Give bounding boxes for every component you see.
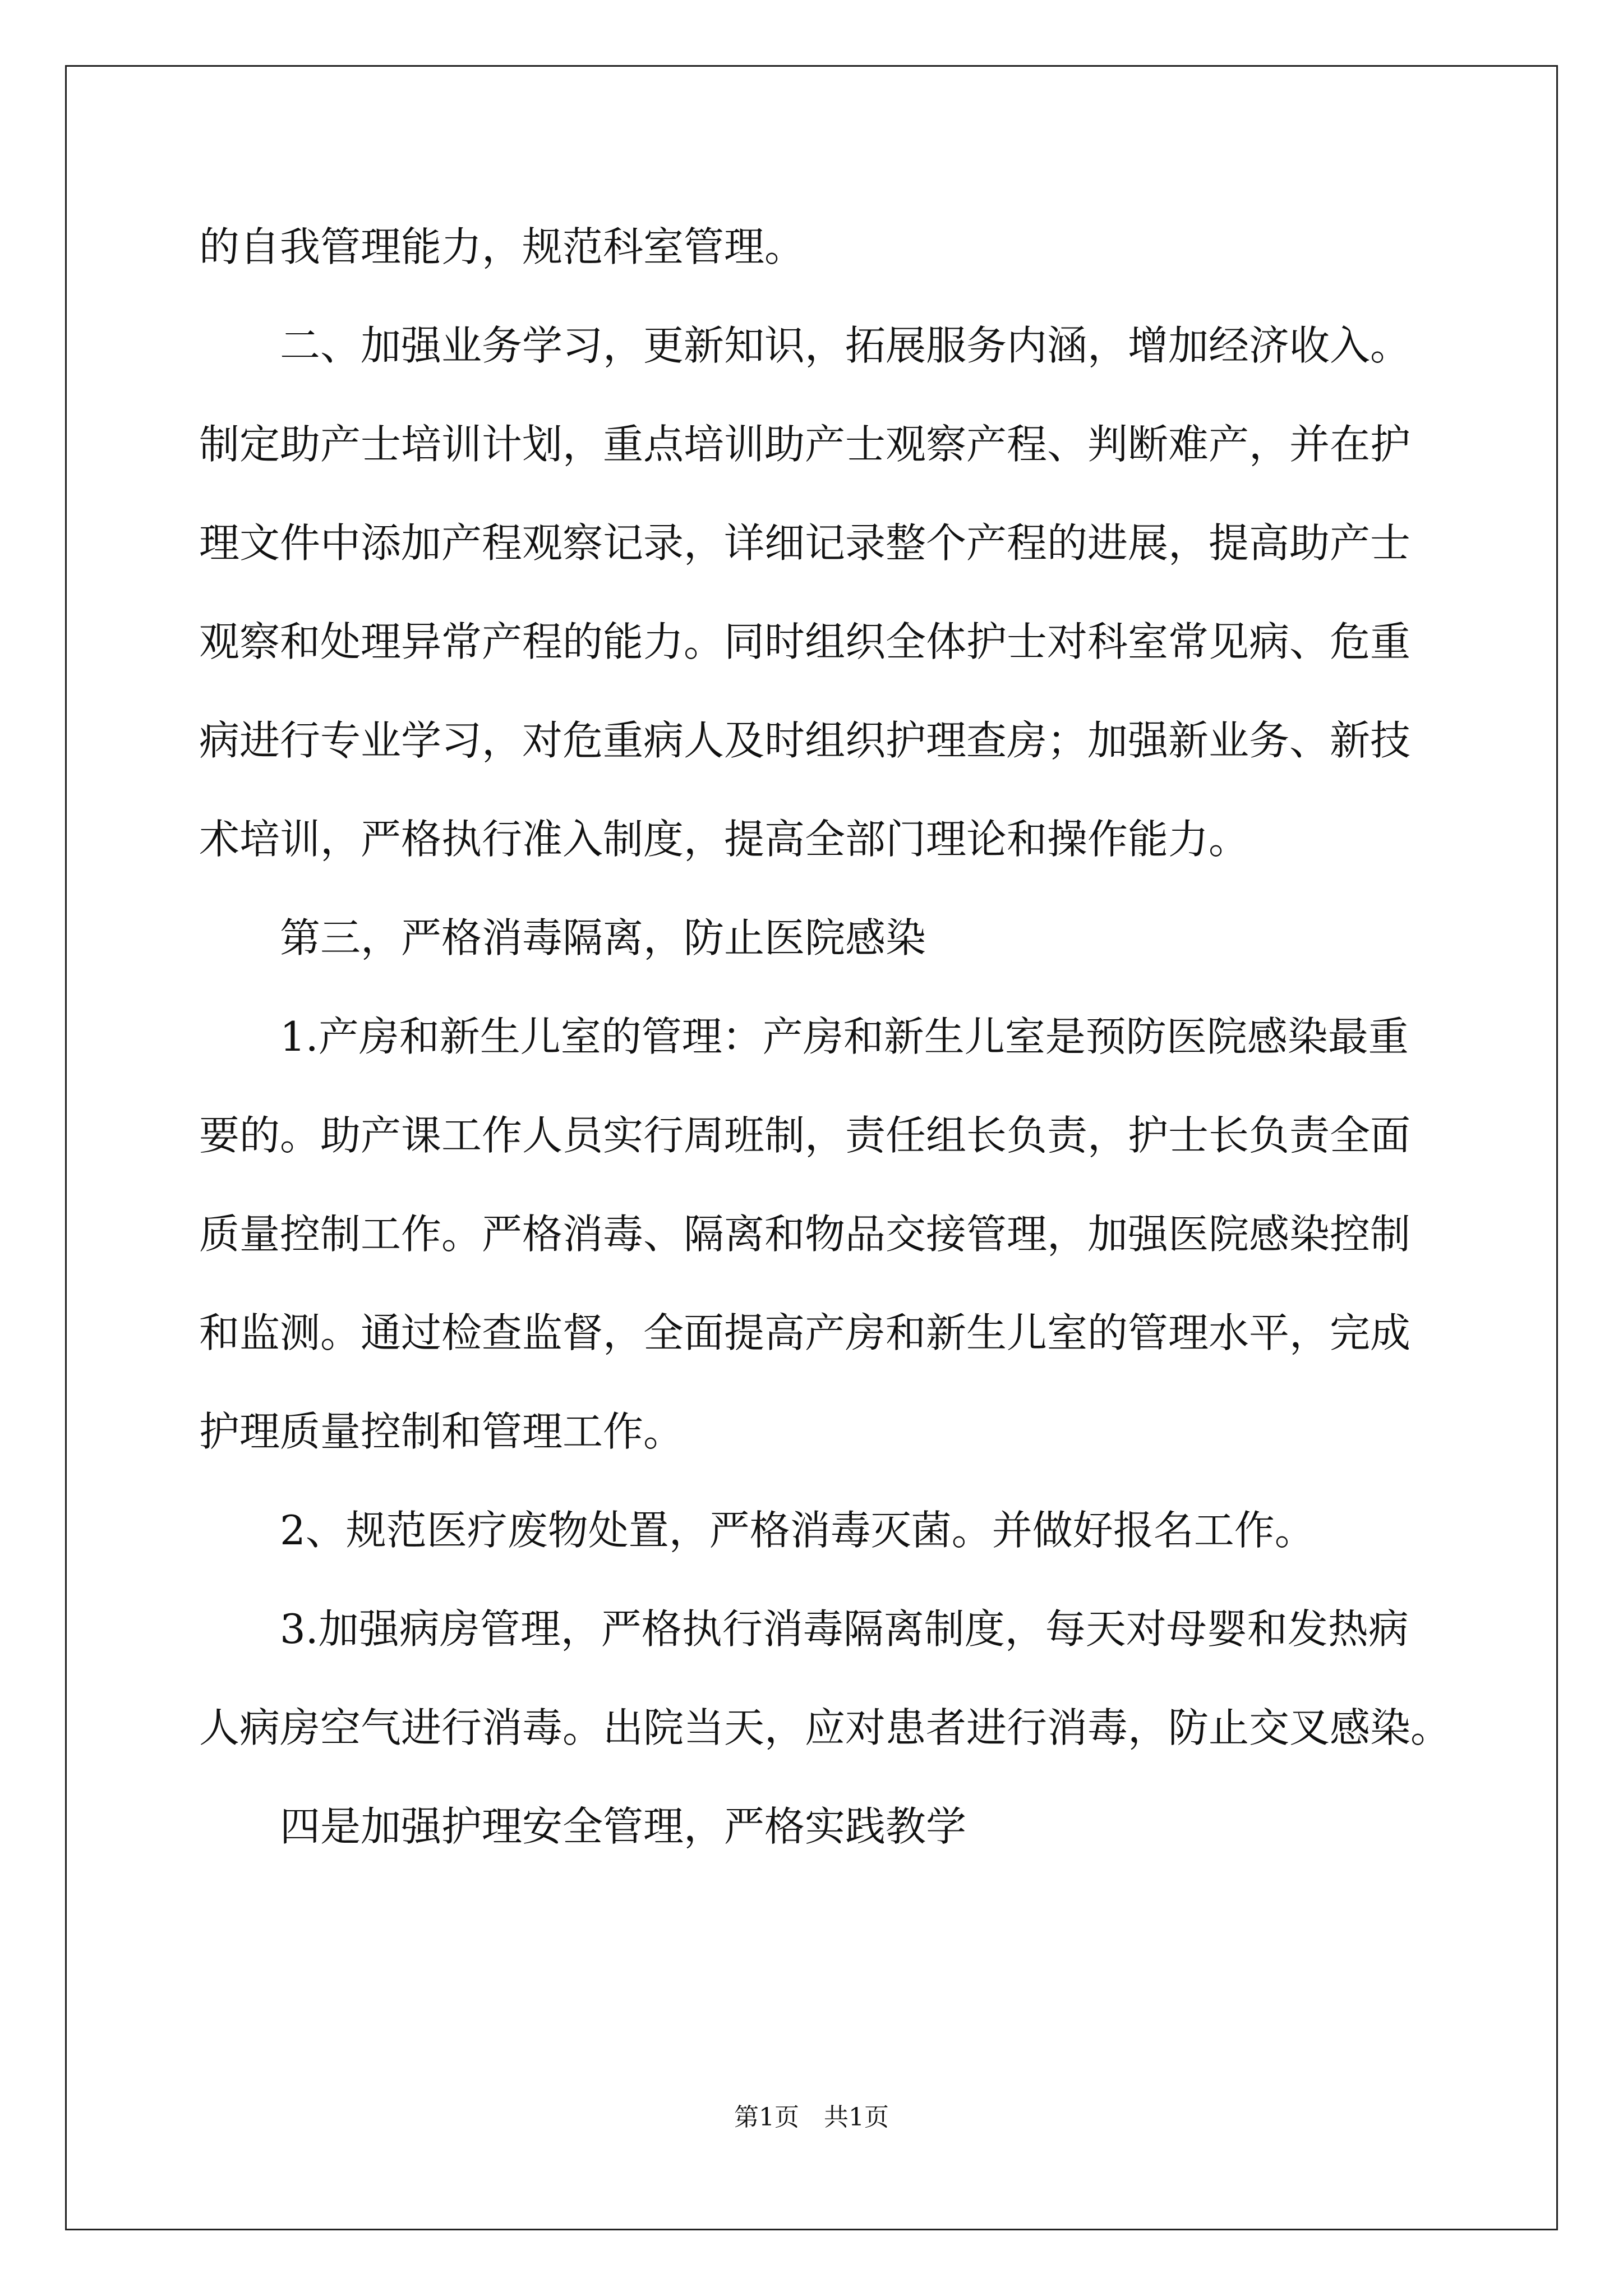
text-line-6: 病进行专业学习，对危重病人及时组织护理查房；加强新业务、新技 bbox=[199, 717, 1411, 764]
text-line-7: 术培训，严格执行准入制度，提高全部门理论和操作能力。 bbox=[199, 816, 1249, 863]
text-line-16: 人病房空气进行消毒。出院当天，应对患者进行消毒，防止交叉感染。 bbox=[199, 1704, 1451, 1751]
text-line-1: 的自我管理能力，规范科室管理。 bbox=[199, 223, 805, 270]
text-line-8: 第三，严格消毒隔离，防止医院感染 bbox=[280, 914, 926, 961]
text-line-2: 二、加强业务学习，更新知识，拓展服务内涵，增加经济收入。 bbox=[280, 322, 1411, 369]
text-line-11: 质量控制工作。严格消毒、隔离和物品交接管理，加强医院感染控制 bbox=[199, 1211, 1411, 1258]
text-line-17: 四是加强护理安全管理，严格实践教学 bbox=[280, 1803, 967, 1850]
text-line-4: 理文件中添加产程观察记录，详细记录整个产程的进展，提高助产士 bbox=[199, 519, 1411, 567]
text-line-12: 和监测。通过检查监督，全面提高产房和新生儿室的管理水平，完成 bbox=[199, 1309, 1411, 1356]
text-line-5: 观察和处理异常产程的能力。同时组织全体护士对科室常见病、危重 bbox=[199, 618, 1411, 665]
text-line-3: 制定助产士培训计划，重点培训助产士观察产程、判断难产，并在护 bbox=[199, 421, 1411, 468]
text-line-15: 3.加强病房管理，严格执行消毒隔离制度，每天对母婴和发热病 bbox=[280, 1605, 1409, 1653]
text-line-14: 2、规范医疗废物处置，严格消毒灭菌。并做好报名工作。 bbox=[280, 1507, 1315, 1554]
page-footer: 第1页 共1页 bbox=[734, 2103, 889, 2132]
text-line-10: 要的。助产课工作人员实行周班制，责任组长负责，护士长负责全面 bbox=[199, 1112, 1411, 1159]
text-line-9: 1.产房和新生儿室的管理：产房和新生儿室是预防医院感染最重 bbox=[280, 1013, 1409, 1060]
text-line-13: 护理质量控制和管理工作。 bbox=[199, 1408, 684, 1455]
